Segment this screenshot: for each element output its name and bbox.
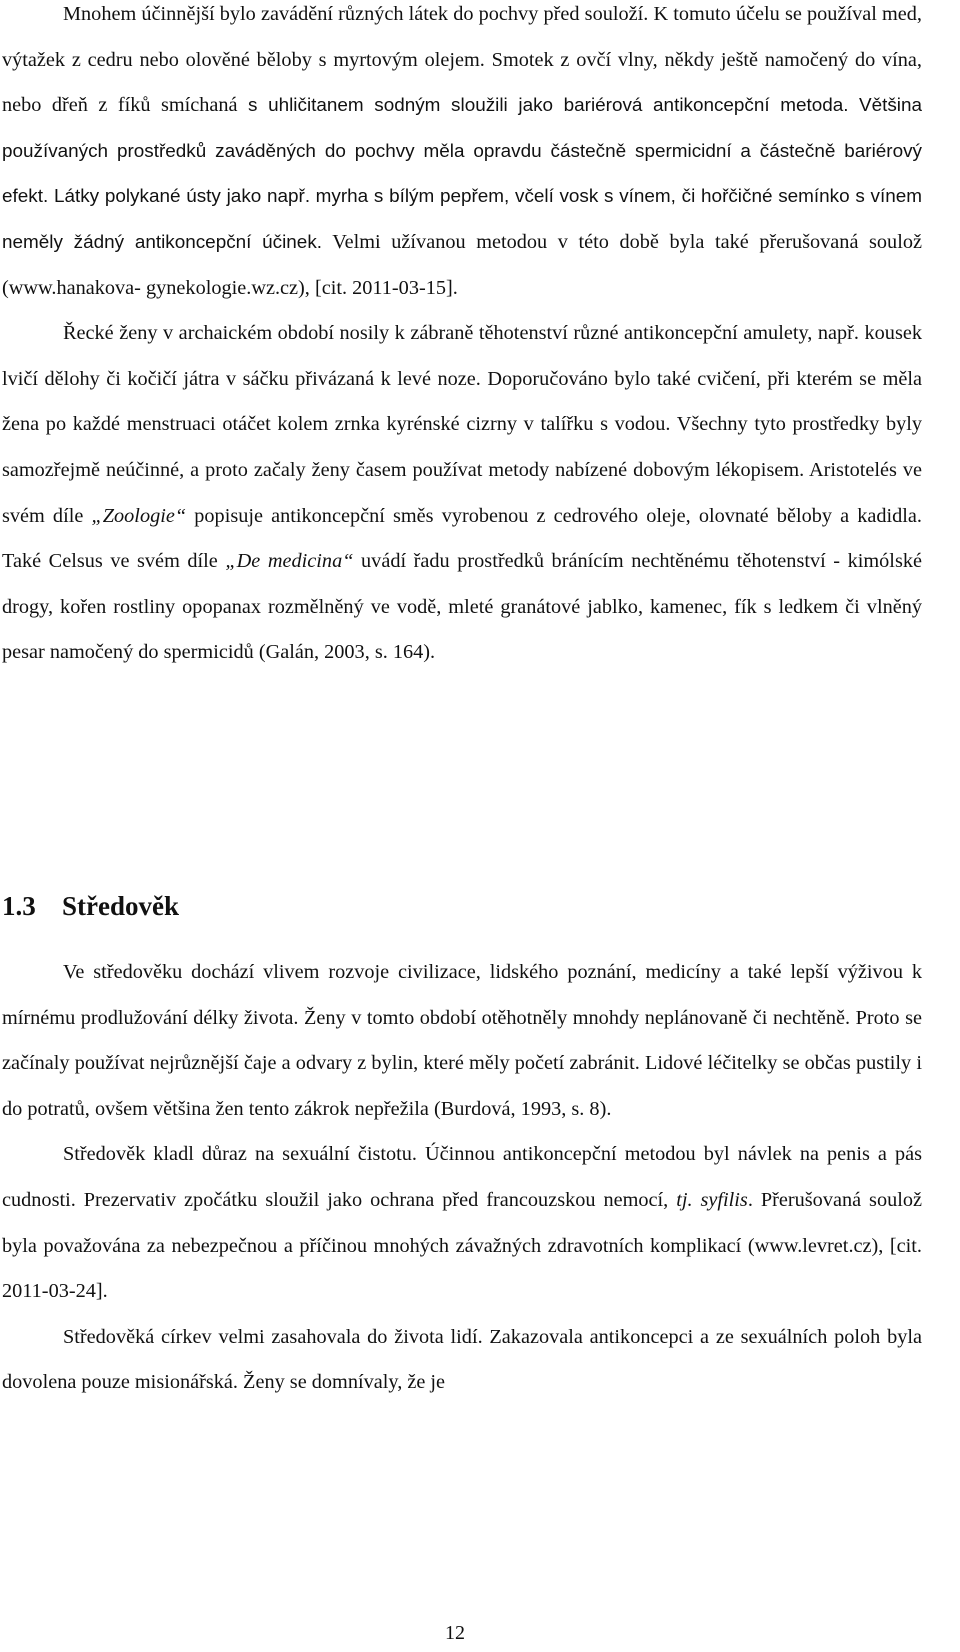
p1-line-7b: Velmi (332, 230, 381, 253)
body-text-block-2 (2, 950, 922, 1406)
p2-line-4: kolem zrnka kyrénské cizrny v talířku s vodou. Všechny tyto prostředky byly (277, 413, 922, 436)
section-title: Středověk (62, 891, 179, 921)
p2-line-8b: uvádí řadu prostředků bránícím nechtěnému těhotenství - kimólské (353, 550, 922, 573)
p1-line-6: a částečně bariérový efekt. Látky polykané ústy jako např. (2, 140, 922, 208)
p5-line-1: Středověká církev velmi zasahovala do života lidí. Zakazovala antikoncepci (63, 1325, 694, 1348)
p1-line-4: s uhličitanem sodným sloužili jako bariérová antikoncepční metoda. (248, 95, 849, 117)
p1-line-6b: myrha s bílým pepřem, včelí (315, 186, 554, 208)
section-number: 1.3 (2, 891, 36, 921)
p2-title-zoologie: „Zoologie“ (91, 504, 187, 527)
p3-line-2: a také lepší výživou k mírnému prodlužování délky života. Ženy v tomto období (2, 961, 922, 1029)
p2-line-2: amulety, např. kousek lvičí dělohy či kočičí játra v sáčku přivázaná k levé noze. (2, 322, 922, 390)
body-text-block-1 (2, 0, 922, 676)
paragraph-5 (2, 1315, 922, 1406)
p4-line-1: Středověk kladl důraz na sexuální čistotu. Účinnou antikoncepční metodou byl (63, 1143, 730, 1166)
p2-line-6a: lékopisem. Aristotelés ve svém díle (2, 458, 922, 527)
p2-line-5: samozřejmě neúčinné, a proto začaly ženy časem používat metody nabízené dobovým (2, 458, 710, 481)
p2-line-3: Doporučováno bylo také cvičení, při kterém se měla žena po každé menstruaci otáčet (2, 367, 922, 436)
p1-line-9: gynekologie.wz.cz), [cit. 2011-03-15]. (146, 276, 458, 299)
p2-title-de-medicina: „De medicina“ (225, 550, 354, 573)
p3-line-1: Ve středověku dochází vlivem rozvoje civilizace, lidského poznání, medicíny (63, 961, 721, 983)
p1-line-7: vosk s vínem, či hořčičné semínko s vínem neměly žádný antikoncepční účinek. (2, 186, 922, 253)
p2-line-7: vyrobenou z cedrového oleje, olovnaté běloby a kadidla. Také Celsus ve svém díle (2, 504, 922, 573)
section-heading (2, 886, 902, 926)
p1-line-4b: Většina (859, 95, 923, 117)
p1-line-2: účelu se používal med, výtažek z cedru nebo olověné běloby s myrtovým olejem. (2, 3, 922, 71)
p4-line-4: za nebezpečnou a příčinou mnohých závažných zdravotních komplikací (146, 1234, 742, 1257)
page-number: 12 (445, 1622, 465, 1644)
p3-line-5: i do potratů, ovšem většina žen tento zákrok nepřežila (Burdová, 1993, s. 8). (2, 1052, 922, 1120)
paragraph-2 (2, 311, 922, 676)
p4-line-5: (www.levret.cz), [cit. 2011-03-24]. (2, 1234, 922, 1303)
p3-line-4: a odvary z bylin, které měly početí zabránit. Lidové léčitelky se občas pustily (281, 1052, 912, 1075)
p5-line-2: a ze sexuálních poloh byla dovolena pouze misionářská. Ženy se domnívaly, že je (2, 1325, 922, 1394)
p2-line-6b: popisuje antikoncepční směs (186, 504, 434, 527)
p2-line-1: Řecké ženy v archaickém období nosily k zábraně těhotenství různé antikoncepční (63, 322, 738, 345)
p4-term-syfilis: syfilis (700, 1188, 748, 1211)
p4-abbrev-tj: tj. (676, 1188, 693, 1211)
paragraph-4 (2, 1132, 922, 1314)
p4-line-2: návlek na penis a pás cudnosti. Prezervativ zpočátku sloužil jako ochrana (2, 1143, 922, 1211)
p3-line-3: otěhotněly mnohdy neplánovaně či nechtěně. Proto se začínaly používat nejrůznější čaje (2, 1006, 922, 1075)
p1-line-5: používaných prostředků zaváděných do pochvy měla opravdu částečně spermicidní (2, 140, 732, 162)
p1-line-8: užívanou metodou v této době byla také přerušovaná soulož (www.hanakova- (2, 230, 922, 299)
p4-line-3m (693, 1189, 701, 1211)
p1-line-1: Mnohem účinnější bylo zavádění různých látek do pochvy před souloží. K tomuto (63, 3, 731, 25)
p1-line-3: Smotek z ovčí vlny, někdy ještě namočený do vína, nebo dřeň z fíků smíchaná (2, 48, 922, 117)
p4-line-3b: . Přerušovaná soulož byla považována (2, 1188, 923, 1257)
p2-line-9: drogy, kořen rostliny opopanax rozmělněný ve vodě, mleté granátové jablko, kamenec, (2, 595, 728, 618)
paragraph-1 (2, 0, 922, 311)
p4-line-3a: před francouzskou nemocí, (442, 1188, 677, 1211)
paragraph-3 (2, 950, 922, 1132)
p2-line-10: fík s ledkem či vlněný pesar namočený do spermicidů (Galán, 2003, s. 164). (2, 595, 922, 664)
